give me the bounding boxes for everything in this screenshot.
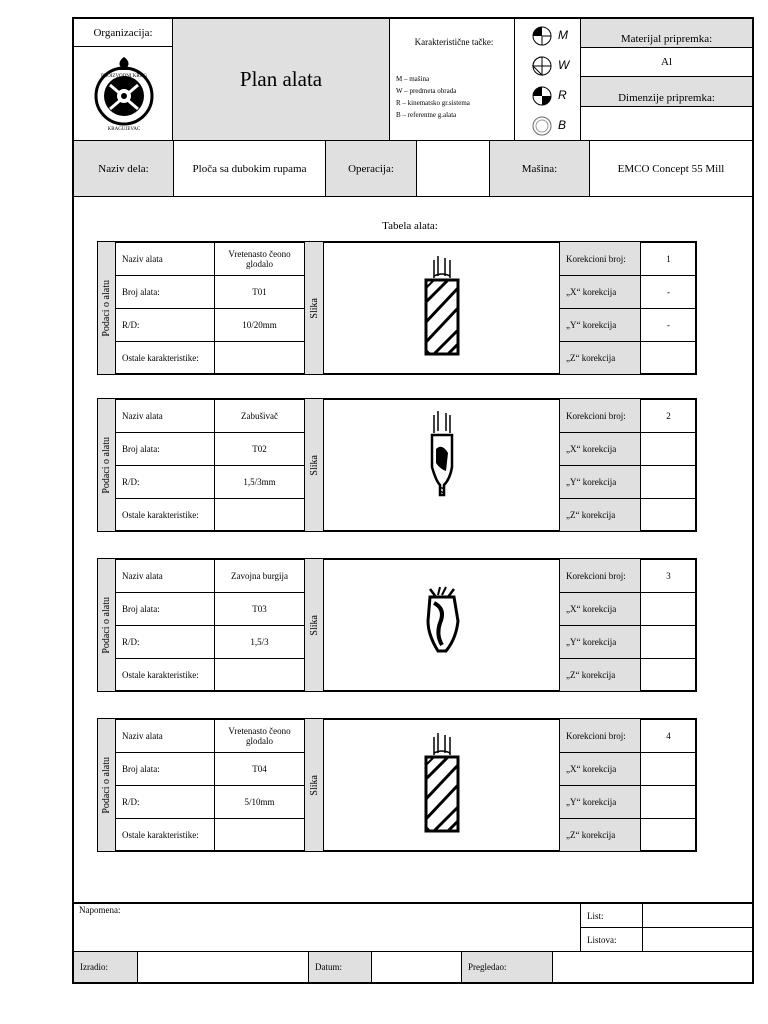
y-correction-label: „Y“ korekcija — [559, 465, 641, 499]
tool-name-value: Vretenasto čeono glodalo — [214, 718, 305, 753]
symbol-letter-r: R — [558, 88, 567, 102]
twist-drill-icon — [412, 569, 472, 679]
tool-rd-value: 10/20mm — [214, 308, 305, 342]
tool-number-value: T01 — [214, 275, 305, 309]
tool-other-label: Ostale karakteristike: — [115, 818, 215, 852]
tool-number-label: Broj alata: — [115, 592, 215, 626]
x-correction-label: „X“ korekcija — [559, 592, 641, 626]
x-correction-value — [640, 752, 697, 786]
tool-card-3 — [97, 558, 697, 692]
correction-number-value: 4 — [640, 718, 697, 753]
tool-card-4 — [97, 718, 697, 852]
note-label: Napomena: — [79, 905, 121, 915]
x-correction-label: „X“ korekcija — [559, 752, 641, 786]
correction-number-label: Korekcioni broj: — [559, 718, 641, 753]
correction-number-label: Korekcioni broj: — [559, 241, 641, 276]
tool-name-value: Zabušivač — [214, 398, 305, 433]
legend-item-tool: B – referentne g.alata — [396, 111, 457, 119]
tool-rd-value: 5/10mm — [214, 785, 305, 819]
tool-number-label: Broj alata: — [115, 432, 215, 466]
tool-image-cell — [323, 558, 560, 692]
tool-number-label: Broj alata: — [115, 275, 215, 309]
y-correction-label: „Y“ korekcija — [559, 308, 641, 342]
tool-data-side-label: Podaci o alatu — [97, 398, 116, 532]
tool-number-label: Broj alata: — [115, 752, 215, 786]
tool-rd-label: R/D: — [115, 465, 215, 499]
y-correction-value — [640, 465, 697, 499]
sheets-label: Listova: — [580, 927, 643, 952]
x-correction-label: „X“ korekcija — [559, 275, 641, 309]
machine-label: Mašina: — [489, 140, 590, 197]
x-correction-value — [640, 592, 697, 626]
symbol-letter-b: B — [558, 118, 567, 132]
org-label: Organizacija: — [73, 18, 173, 47]
dimensions-label: Dimenzije pripremka: — [580, 76, 753, 107]
y-correction-value: - — [640, 308, 697, 342]
z-correction-value — [640, 818, 697, 852]
z-correction-label: „Z“ korekcija — [559, 341, 641, 375]
y-correction-value — [640, 785, 697, 819]
legend-item-reference: R – kinematsko gr.sistema — [396, 99, 470, 107]
tool-name-label: Naziv alata — [115, 241, 215, 276]
tool-card-2 — [97, 398, 697, 532]
tool-other-label: Ostale karakteristike: — [115, 658, 215, 692]
material-value: Al — [580, 47, 753, 77]
tool-rd-label: R/D: — [115, 785, 215, 819]
tool-other-value — [214, 341, 305, 375]
tool-other-value — [214, 498, 305, 532]
correction-number-label: Korekcioni broj: — [559, 398, 641, 433]
tool-name-value: Vretenasto čeono glodalo — [214, 241, 305, 276]
x-correction-value: - — [640, 275, 697, 309]
date-value — [371, 951, 462, 983]
made-by-value — [137, 951, 309, 983]
legend-item-workpiece: W – predmeta obrada — [396, 87, 457, 95]
tool-rd-value: 1,5/3 — [214, 625, 305, 659]
char-points-box — [389, 18, 515, 141]
correction-number-value: 2 — [640, 398, 697, 433]
char-points-title: Karakteristične tačke: — [414, 37, 494, 47]
tool-data-side-label: Podaci o alatu — [97, 558, 116, 692]
z-correction-value — [640, 498, 697, 532]
operation-value — [416, 140, 490, 197]
tool-number-value: T02 — [214, 432, 305, 466]
y-correction-label: „Y“ korekcija — [559, 625, 641, 659]
sheets-value — [642, 927, 753, 952]
workpiece-zero-icon — [531, 55, 553, 77]
y-correction-label: „Y“ korekcija — [559, 785, 641, 819]
reviewed-label: Pregledao: — [461, 951, 553, 983]
correction-number-value: 3 — [640, 558, 697, 593]
x-correction-label: „X“ korekcija — [559, 432, 641, 466]
tool-name-label: Naziv alata — [115, 558, 215, 593]
tool-rd-value: 1,5/3mm — [214, 465, 305, 499]
x-correction-value — [640, 432, 697, 466]
z-correction-value — [640, 658, 697, 692]
z-correction-label: „Z“ korekcija — [559, 818, 641, 852]
symbol-letter-m: M — [558, 28, 568, 42]
tool-other-value — [214, 658, 305, 692]
tool-image-side-label: Slika — [304, 718, 324, 852]
dimensions-value — [580, 106, 753, 141]
made-by-label: Izradio: — [73, 951, 138, 983]
tool-data-side-label: Podaci o alatu — [97, 718, 116, 852]
center-drill-icon — [412, 409, 472, 519]
tool-data-side-label: Podaci o alatu — [97, 241, 116, 375]
correction-number-value: 1 — [640, 241, 697, 276]
tool-rd-label: R/D: — [115, 308, 215, 342]
tool-other-value — [214, 818, 305, 852]
tool-image-cell — [323, 718, 560, 852]
date-label: Datum: — [308, 951, 372, 983]
tool-image-side-label: Slika — [304, 558, 324, 692]
tool-name-label: Naziv alata — [115, 398, 215, 433]
org-logo-top-text: PROIZVODNI KRUG — [101, 74, 147, 79]
char-points-legend — [396, 75, 470, 123]
part-label: Naziv dela: — [73, 140, 174, 197]
tool-image-cell — [323, 241, 560, 375]
reference-point-icon — [531, 85, 553, 107]
tool-card-1 — [97, 241, 697, 375]
org-logo-city-text: KRAGUJEVAC — [107, 127, 141, 132]
org-logo-cell — [73, 46, 173, 141]
z-correction-value — [640, 341, 697, 375]
symbols-box — [514, 18, 581, 141]
page-title: Plan alata — [172, 18, 390, 141]
sheet-label: List: — [580, 903, 643, 928]
z-correction-label: „Z“ korekcija — [559, 658, 641, 692]
y-correction-value — [640, 625, 697, 659]
legend-item-machine: M – mašina — [396, 75, 430, 83]
symbol-letter-w: W — [558, 58, 570, 72]
end-mill-icon — [412, 252, 472, 362]
tool-name-value: Zavojna burgija — [214, 558, 305, 593]
tool-image-side-label: Slika — [304, 398, 324, 532]
tool-number-value: T03 — [214, 592, 305, 626]
tool-image-cell — [323, 398, 560, 532]
tool-reference-icon — [531, 115, 553, 137]
operation-label: Operacija: — [325, 140, 417, 197]
tool-other-label: Ostale karakteristike: — [115, 341, 215, 375]
sheet-value — [642, 903, 753, 928]
tool-name-label: Naziv alata — [115, 718, 215, 753]
material-label: Materijal pripremka: — [580, 18, 753, 48]
tool-rd-label: R/D: — [115, 625, 215, 659]
reviewed-value — [552, 951, 753, 983]
tool-image-side-label: Slika — [304, 241, 324, 375]
tool-number-value: T04 — [214, 752, 305, 786]
machine-value: EMCO Concept 55 Mill — [589, 140, 753, 197]
correction-number-label: Korekcioni broj: — [559, 558, 641, 593]
z-correction-label: „Z“ korekcija — [559, 498, 641, 532]
end-mill-icon — [412, 729, 472, 839]
machine-zero-icon — [531, 25, 553, 47]
part-value: Ploča sa dubokim rupama — [173, 140, 326, 197]
table-title: Tabela alata: — [382, 220, 438, 232]
tool-other-label: Ostale karakteristike: — [115, 498, 215, 532]
